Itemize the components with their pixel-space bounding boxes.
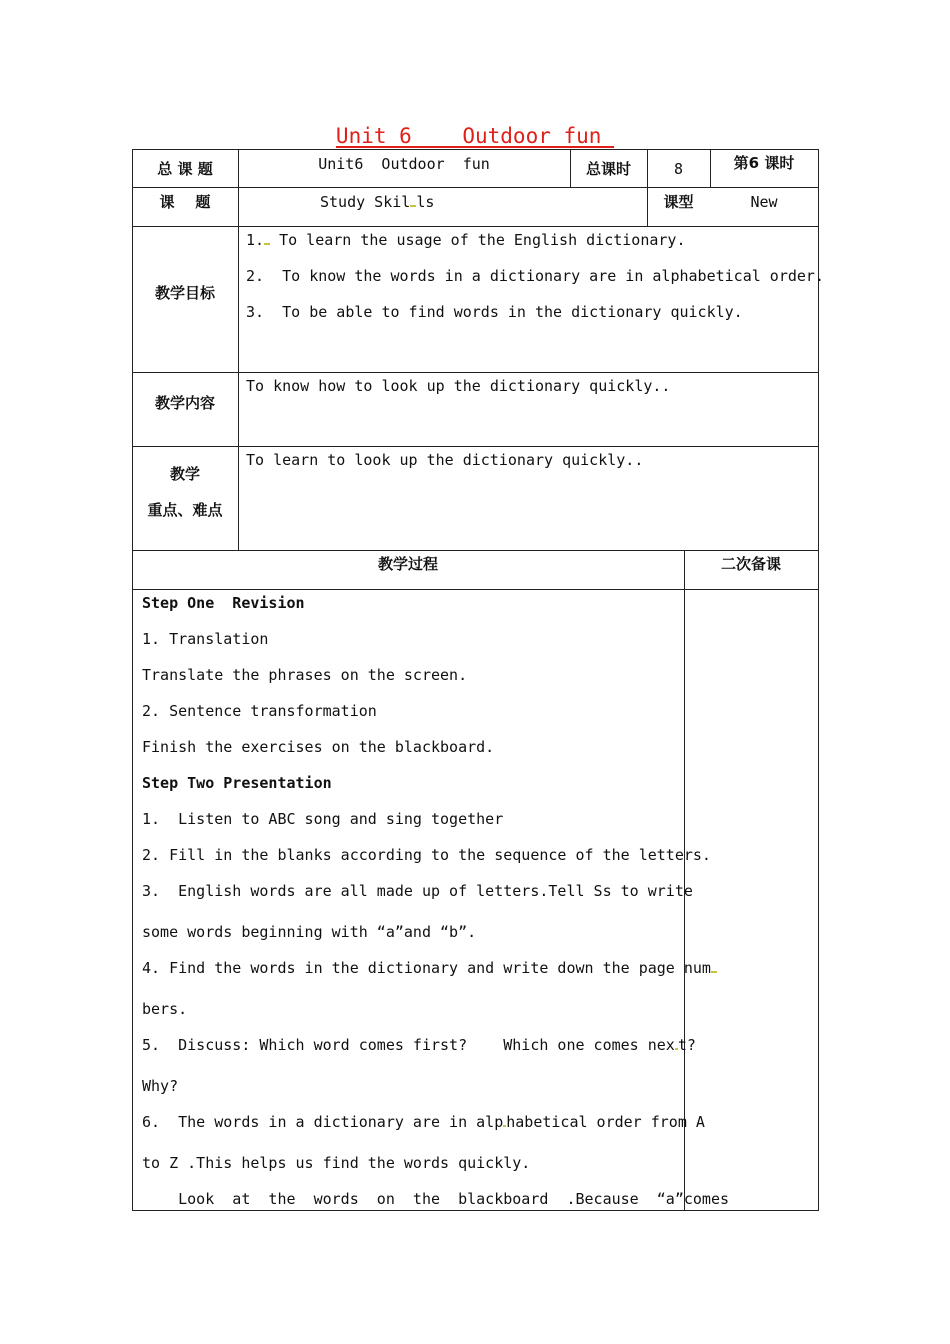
total-periods-value: 8 xyxy=(673,160,684,178)
process-line: 3. English words are all made up of letters.Tell Ss to write xyxy=(142,882,693,900)
process-line: Step Two Presentation xyxy=(142,774,332,792)
document-title: Unit 6 Outdoor fun xyxy=(335,124,615,148)
type-value: New xyxy=(750,193,778,211)
process-label: 教学过程 xyxy=(377,555,438,573)
lesson-label: 课 题 xyxy=(159,193,211,211)
lesson-plan-table xyxy=(132,149,824,1211)
process-line: 5. Discuss: Which word comes first? Which one comes nex t? xyxy=(142,1036,696,1054)
process-line: bers. xyxy=(142,1000,188,1018)
objective-2: 2. To know the words in a dictionary are in alphabetical order. xyxy=(246,267,824,285)
second-prep-label: 二次备课 xyxy=(720,555,781,573)
process-line: 2. Fill in the blanks according to the sequence of the letters. xyxy=(142,846,711,864)
process-line: 6. The words in a dictionary are in alp habetical order from A xyxy=(142,1113,705,1131)
period-label: 第6 课时 xyxy=(733,154,795,172)
process-line: Step One Revision xyxy=(142,594,305,612)
objective-1: 1. To learn the usage of the English dictionary. xyxy=(246,231,686,249)
key-points-label-1: 教学 xyxy=(169,465,200,483)
objective-3: 3. To be able to find words in the dictionary quickly. xyxy=(246,303,743,321)
process-line: Look at the words on the blackboard .Because “a”comes xyxy=(142,1190,729,1208)
process-line: to Z .This helps us find the words quickly. xyxy=(142,1154,531,1172)
process-line: Finish the exercises on the blackboard. xyxy=(142,738,495,756)
topic-value: Unit6 Outdoor fun xyxy=(318,155,490,173)
process-line: 2. Sentence transformation xyxy=(142,702,377,720)
type-label: 课型 xyxy=(663,193,694,211)
content-label: 教学内容 xyxy=(154,394,215,412)
content-text: To know how to look up the dictionary quickly.. xyxy=(246,377,671,395)
topic-label: 总 课 题 xyxy=(157,160,213,178)
lesson-value: Study Skil ls xyxy=(320,193,435,211)
process-line: Why? xyxy=(142,1077,179,1095)
process-line: Translate the phrases on the screen. xyxy=(142,666,468,684)
key-points-text: To learn to look up the dictionary quickly.. xyxy=(246,451,644,469)
process-line: 4. Find the words in the dictionary and write down the page num xyxy=(142,959,717,977)
total-periods-label: 总课时 xyxy=(585,160,631,178)
process-line: 1. Translation xyxy=(142,630,269,648)
process-line: some words beginning with “a”and “b”. xyxy=(142,923,477,941)
objectives-label: 教学目标 xyxy=(154,284,215,302)
key-points-label-2: 重点、难点 xyxy=(147,501,223,519)
process-line: 1. Listen to ABC song and sing together xyxy=(142,810,504,828)
